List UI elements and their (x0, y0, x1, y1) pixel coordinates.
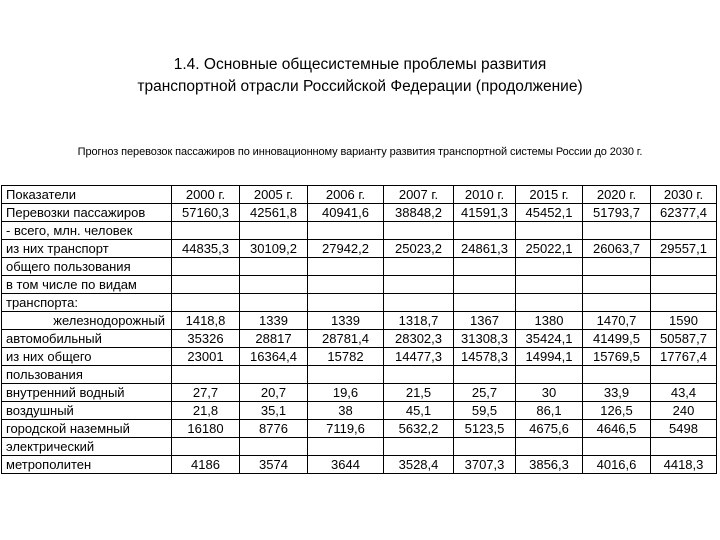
table-cell: 3644 (308, 456, 384, 474)
table-cell: 19,6 (308, 384, 384, 402)
table-cell: 1418,8 (172, 312, 240, 330)
column-header-year: 2015 г. (516, 186, 583, 204)
table-cell: 4646,5 (583, 420, 651, 438)
table-cell: 28302,3 (384, 330, 454, 348)
table-cell: 42561,8 (240, 204, 308, 222)
table-caption: Прогноз перевозок пассажиров по инновационному варианту развития транспортной системы России до 2030 г. (77, 146, 643, 158)
table-cell (651, 276, 717, 294)
table-cell (651, 366, 717, 384)
table-cell: 20,7 (240, 384, 308, 402)
table-cell: 4675,6 (516, 420, 583, 438)
table-cell (516, 438, 583, 456)
table-cell: 30 (516, 384, 583, 402)
table-cell: 28781,4 (308, 330, 384, 348)
table-row (2, 402, 717, 420)
table-cell: 5632,2 (384, 420, 454, 438)
row-label: - всего, млн. человек (2, 222, 172, 240)
table-cell: 14578,3 (454, 348, 516, 366)
row-label: автомобильный (2, 330, 172, 348)
row-label: из них общего (2, 348, 172, 366)
column-header-year: 2007 г. (384, 186, 454, 204)
table-cell: 16364,4 (240, 348, 308, 366)
table-cell (583, 258, 651, 276)
table-cell: 1380 (516, 312, 583, 330)
table-cell: 35,1 (240, 402, 308, 420)
row-label: воздушный (2, 402, 172, 420)
forecast-table (1, 185, 717, 474)
table-cell: 15782 (308, 348, 384, 366)
table-cell: 45,1 (384, 402, 454, 420)
table-cell: 86,1 (516, 402, 583, 420)
table-cell: 1470,7 (583, 312, 651, 330)
table-cell: 50587,7 (651, 330, 717, 348)
table-cell (384, 222, 454, 240)
table-cell: 27,7 (172, 384, 240, 402)
table-row (2, 294, 717, 312)
table-cell: 8776 (240, 420, 308, 438)
table-cell (240, 366, 308, 384)
table-cell (583, 438, 651, 456)
table-cell: 25,7 (454, 384, 516, 402)
table-cell: 57160,3 (172, 204, 240, 222)
table-row (2, 240, 717, 258)
row-label: пользования (2, 366, 172, 384)
table-row (2, 420, 717, 438)
table-row (2, 204, 717, 222)
table-cell: 1367 (454, 312, 516, 330)
table-cell (454, 438, 516, 456)
row-label: общего пользования (2, 258, 172, 276)
row-label: в том числе по видам (2, 276, 172, 294)
table-cell (651, 258, 717, 276)
table-cell: 1339 (240, 312, 308, 330)
row-label: городской наземный (2, 420, 172, 438)
table-cell (454, 258, 516, 276)
table-cell (516, 294, 583, 312)
table-cell (384, 438, 454, 456)
table-cell (240, 276, 308, 294)
page-title (0, 54, 720, 98)
table-cell: 30109,2 (240, 240, 308, 258)
column-header-year: 2005 г. (240, 186, 308, 204)
row-label: внутренний водный (2, 384, 172, 402)
table-cell (583, 366, 651, 384)
table-cell: 240 (651, 402, 717, 420)
table-cell: 41591,3 (454, 204, 516, 222)
table-cell: 5123,5 (454, 420, 516, 438)
column-header-year: 2030 г. (651, 186, 717, 204)
table-cell: 41499,5 (583, 330, 651, 348)
table-cell: 43,4 (651, 384, 717, 402)
table-cell (583, 222, 651, 240)
table-row (2, 438, 717, 456)
table-cell (172, 294, 240, 312)
table-cell (240, 222, 308, 240)
table-cell: 3574 (240, 456, 308, 474)
table-cell (240, 258, 308, 276)
table-cell (240, 294, 308, 312)
table-cell (516, 366, 583, 384)
table-cell: 4186 (172, 456, 240, 474)
table-cell: 51793,7 (583, 204, 651, 222)
table-cell: 14477,3 (384, 348, 454, 366)
column-header-year: 2000 г. (172, 186, 240, 204)
table-cell (583, 294, 651, 312)
table-cell: 5498 (651, 420, 717, 438)
table-row (2, 366, 717, 384)
row-label: железнодорожный (2, 312, 172, 330)
table-cell: 26063,7 (583, 240, 651, 258)
table-cell: 35424,1 (516, 330, 583, 348)
table-cell: 40941,6 (308, 204, 384, 222)
column-header-year: 2020 г. (583, 186, 651, 204)
table-row (2, 384, 717, 402)
table-cell (651, 294, 717, 312)
table-cell: 28817 (240, 330, 308, 348)
table-cell (172, 258, 240, 276)
row-label: из них транспорт (2, 240, 172, 258)
table-cell: 4418,3 (651, 456, 717, 474)
table-row (2, 276, 717, 294)
table-cell (384, 276, 454, 294)
table-cell (308, 276, 384, 294)
table-cell: 21,5 (384, 384, 454, 402)
table-row (2, 348, 717, 366)
table-cell (172, 222, 240, 240)
row-label: электрический (2, 438, 172, 456)
table-cell: 126,5 (583, 402, 651, 420)
table-cell (172, 366, 240, 384)
table-cell: 44835,3 (172, 240, 240, 258)
table-cell: 1318,7 (384, 312, 454, 330)
table-cell (516, 258, 583, 276)
row-label: транспорта: (2, 294, 172, 312)
table-row (2, 222, 717, 240)
table-cell: 62377,4 (651, 204, 717, 222)
table-cell (384, 294, 454, 312)
table-cell (454, 276, 516, 294)
table-cell (308, 222, 384, 240)
table-cell: 7119,6 (308, 420, 384, 438)
table-row (2, 258, 717, 276)
table-cell: 3856,3 (516, 456, 583, 474)
table-cell: 17767,4 (651, 348, 717, 366)
table-row (2, 312, 717, 330)
table-cell (516, 276, 583, 294)
table-cell (308, 366, 384, 384)
table-cell: 14994,1 (516, 348, 583, 366)
table-cell (172, 276, 240, 294)
table-cell (308, 294, 384, 312)
table-cell: 16180 (172, 420, 240, 438)
table-cell: 38 (308, 402, 384, 420)
table-cell: 21,8 (172, 402, 240, 420)
table-row (2, 456, 717, 474)
table-cell (384, 366, 454, 384)
table-cell (172, 438, 240, 456)
table-cell (454, 294, 516, 312)
table-cell: 25022,1 (516, 240, 583, 258)
table-row (2, 330, 717, 348)
table-cell: 27942,2 (308, 240, 384, 258)
column-header-year: 2010 г. (454, 186, 516, 204)
column-header-indicators: Показатели (2, 186, 172, 204)
table-cell: 35326 (172, 330, 240, 348)
table-cell (651, 438, 717, 456)
table-cell: 23001 (172, 348, 240, 366)
table-cell (583, 276, 651, 294)
table-cell: 4016,6 (583, 456, 651, 474)
table-cell (384, 258, 454, 276)
table-cell: 3528,4 (384, 456, 454, 474)
table-cell (308, 438, 384, 456)
table-cell: 3707,3 (454, 456, 516, 474)
title-line-2: транспортной отрасли Российской Федерации (продолжение) (137, 78, 583, 95)
table-cell (454, 366, 516, 384)
table-cell: 25023,2 (384, 240, 454, 258)
table-cell: 1339 (308, 312, 384, 330)
table-cell (240, 438, 308, 456)
table-header-row (2, 186, 717, 204)
row-label: метрополитен (2, 456, 172, 474)
row-label: Перевозки пассажиров (2, 204, 172, 222)
column-header-year: 2006 г. (308, 186, 384, 204)
table-cell: 24861,3 (454, 240, 516, 258)
table-cell: 1590 (651, 312, 717, 330)
table-cell: 45452,1 (516, 204, 583, 222)
table-cell: 38848,2 (384, 204, 454, 222)
table-cell (651, 222, 717, 240)
table-cell (308, 258, 384, 276)
title-line-1: 1.4. Основные общесистемные проблемы развития (173, 56, 547, 73)
table-cell: 15769,5 (583, 348, 651, 366)
table-cell: 59,5 (454, 402, 516, 420)
table-cell: 33,9 (583, 384, 651, 402)
table-cell: 31308,3 (454, 330, 516, 348)
table-cell (516, 222, 583, 240)
table-cell: 29557,1 (651, 240, 717, 258)
table-cell (454, 222, 516, 240)
